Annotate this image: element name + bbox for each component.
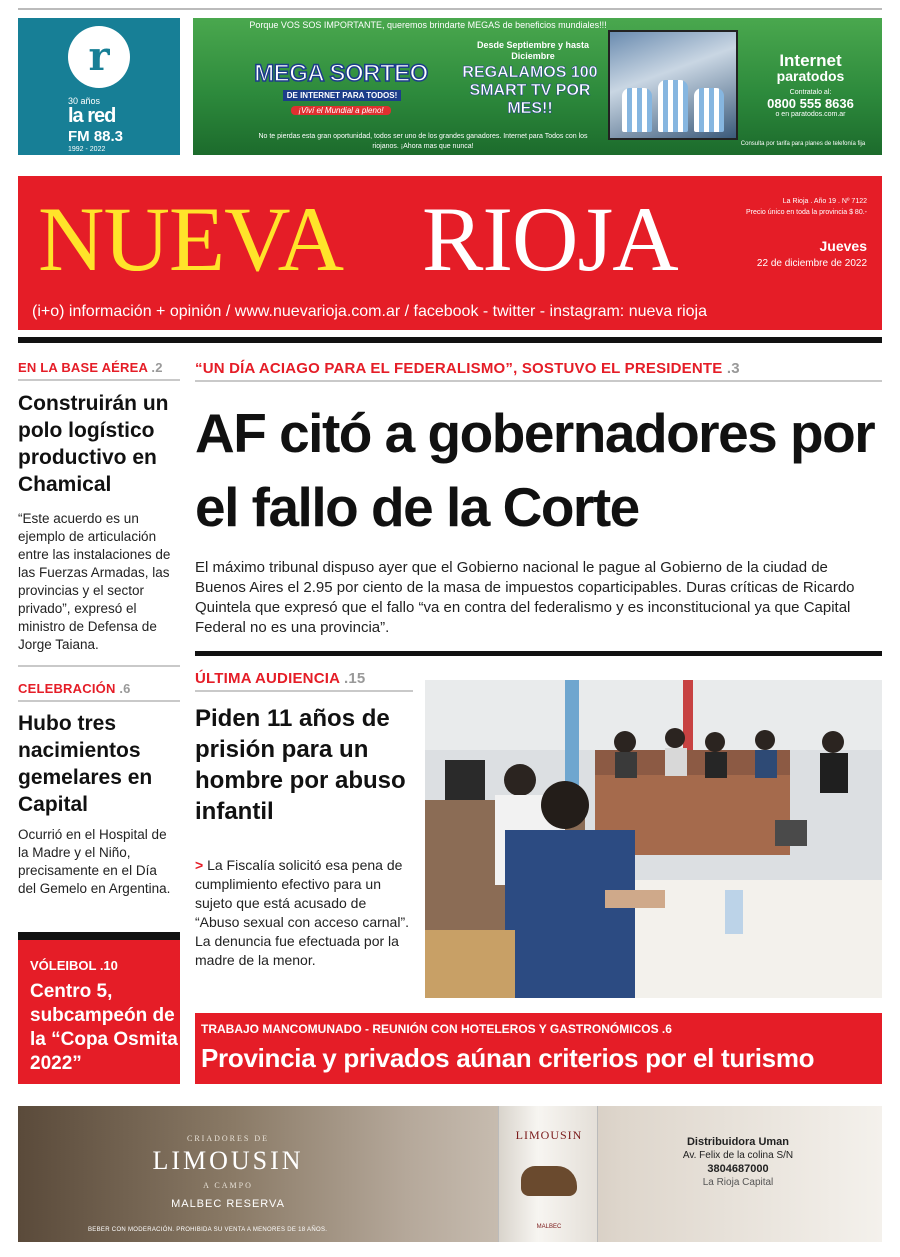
distributor-phone: 3804687000 — [707, 1163, 769, 1175]
lead-kicker — [195, 360, 740, 377]
radio-la-red-ad[interactable] — [18, 18, 180, 155]
mega-sorteo-logo — [241, 56, 441, 126]
radio-years: 1992 - 2022 — [68, 146, 106, 153]
distributor-info — [648, 1136, 828, 1188]
audiencia-body-text: La Fiscalía solicitó esa pena de cumplimiento efectivo para un sujeto que está acusado de “Abuso sexual con acceso carnal”. La denuncia fue efectuada por la madre de la menor. — [195, 857, 409, 968]
brand-web: o en paratodos.com.ar — [775, 111, 846, 118]
arrow-marker: > — [195, 857, 204, 873]
turismo-headline: Provincia y privados aúnan criterios por el turismo — [201, 1043, 815, 1073]
courtroom-photo[interactable] — [425, 680, 882, 998]
wine-bottle-image — [498, 1106, 598, 1242]
brand-phone: 0800 555 8636 — [767, 96, 854, 111]
kicker-rule — [18, 700, 180, 702]
limousin-wine-ad[interactable] — [18, 1106, 882, 1242]
kicker-text: ÚLTIMA AUDIENCIA — [195, 670, 340, 687]
radio-logo-icon: r — [68, 26, 130, 88]
gemelos-body: Ocurrió en el Hospital de la Madre y el Niño, precisamente en el Día del Gemelo en Argentina. — [18, 827, 171, 896]
radio-frequency: FM 88.3 — [68, 128, 124, 145]
ad-dates: Desde Septiembre y hasta Diciembre — [476, 40, 590, 61]
ad-bottom-text: No te pierdas esta gran oportunidad, todos ser uno de los grandes ganadores. Internet para Todos con los riojanos. ¡Ahora mas que nunca! — [258, 133, 588, 150]
ad-brand-name: LIMOUSIN — [152, 1146, 304, 1175]
masthead-title-rioja[interactable]: RIOJA — [422, 188, 678, 290]
ad-disclaimer: BEBER CON MODERACIÓN. PROHIBIDA SU VENTA A MENORES DE 18 AÑOS. — [88, 1227, 328, 1233]
section-rule — [195, 651, 882, 656]
voleibol-headline: Centro 5, subcampeón de la “Copa Osmita 2022” — [30, 981, 178, 1074]
ad-brand-prefix: CRIADORES DE — [186, 1134, 269, 1143]
voleibol-box[interactable] — [18, 932, 180, 1084]
audiencia-kicker — [195, 670, 365, 687]
kicker-rule — [195, 380, 882, 382]
lead-body: El máximo tribunal dispuso ayer que el Gobierno nacional le pague al Gobierno de la ciudad de Buenos Aires el 2.95 por ciento de la masa de impuestos coparticipables. Duras críticas de Ricardo Quintela que expresó que el fallo “va en contra del federalismo y es inconstitucional ya que Capital Federal no es una provincia”. — [195, 559, 855, 636]
radio-name: la red — [68, 105, 116, 127]
internet-para-todos-brand — [748, 52, 873, 118]
mega-sorteo-ad[interactable] — [193, 18, 882, 155]
issue-price: Precio único en toda la provincia $ 80.- — [745, 209, 867, 216]
turismo-banner[interactable] — [195, 1013, 882, 1084]
kicker-text: EN LA BASE AÉREA — [18, 360, 148, 375]
ad-promo: REGALAMOS 100 SMART TV POR MES!! — [462, 64, 598, 117]
brand-name: Internet — [779, 51, 842, 70]
page-ref: .2 — [151, 360, 163, 375]
audiencia-headline[interactable]: Piden 11 años de prisión para un hombre por abuso infantil — [195, 705, 406, 825]
bottle-label: MALBEC — [536, 1224, 562, 1230]
masthead — [18, 176, 882, 330]
ad-wine-type: MALBEC RESERVA — [171, 1198, 285, 1210]
jersey-shape — [694, 88, 724, 132]
jersey-shape — [622, 88, 652, 132]
audiencia-body — [195, 856, 413, 970]
radio-anniversary: 30 años — [68, 96, 101, 106]
football-players-photo — [608, 30, 738, 140]
distributor-address: Av. Felix de la colina S/N — [682, 1150, 794, 1161]
distributor-name: Distribuidora Uman — [686, 1136, 790, 1148]
masthead-tagline: (i+o) información + opinión / www.nuevarioja.com.ar / facebook - twitter - instagram: nueva rioja — [32, 303, 707, 320]
top-rule — [18, 8, 882, 10]
kicker-text: “UN DÍA ACIAGO PARA EL FEDERALISMO”, SOSTUVO EL PRESIDENTE — [195, 360, 723, 377]
turismo-kicker: TRABAJO MANCOMUNADO - REUNIÓN CON HOTELEROS Y GASTRONÓMICOS .6 — [201, 1022, 672, 1036]
gemelos-kicker — [18, 681, 131, 696]
brand-subname: paratodos — [776, 68, 845, 84]
ad-title: MEGA SORTEO — [254, 60, 428, 87]
kicker-text: CELEBRACIÓN — [18, 681, 116, 696]
issue-date: 22 de diciembre de 2022 — [756, 258, 867, 269]
courtroom-illustration — [425, 680, 882, 998]
brand-contact-label: Contratalo al: — [789, 89, 832, 96]
ad-tagline: ¡Viví el Mundial a pleno! — [291, 106, 391, 115]
chamical-body: “Este acuerdo es un ejemplo de articulación entre las instalaciones de las Fuerzas Armadas, las provincias y el sector privado”, expresó el ministro de Defensa de Jorge Taiana. — [18, 511, 171, 652]
chamical-headline[interactable]: Construirán un polo logístico productivo en Chamical — [18, 392, 169, 496]
chamical-kicker — [18, 360, 163, 375]
masthead-rule — [18, 337, 882, 343]
issue-day: Jueves — [819, 238, 867, 254]
ad-top-text: Porque VOS SOS IMPORTANTE, queremos brindarte MEGAS de beneficios mundiales!!! — [249, 20, 607, 30]
ad-subtitle: DE INTERNET PARA TODOS! — [283, 90, 401, 101]
ad-footnote: Consulta por tarifa para planes de telefonía fija — [740, 141, 866, 147]
issue-number: La Rioja . Año 19 . Nº 7122 — [782, 198, 867, 205]
kicker-rule — [195, 690, 413, 692]
kicker-rule — [18, 379, 180, 381]
ad-brand-suffix: A CAMPO — [203, 1181, 253, 1190]
bottle-brand: LIMOUSIN — [515, 1128, 583, 1142]
masthead-title-nueva[interactable]: NUEVA — [38, 188, 344, 290]
gemelos-headline[interactable]: Hubo tres nacimientos gemelares en Capital — [18, 712, 153, 816]
page-ref: .15 — [343, 670, 366, 687]
distributor-city: La Rioja Capital — [702, 1177, 774, 1188]
jersey-shape — [658, 80, 688, 132]
lead-headline[interactable]: AF citó a gobernadores por el fallo de la Corte — [195, 402, 875, 538]
bull-icon — [521, 1166, 577, 1196]
column-divider — [18, 665, 180, 667]
voleibol-kicker: VÓLEIBOL .10 — [30, 958, 118, 973]
page-ref: .3 — [726, 360, 740, 377]
page-ref: .6 — [119, 681, 131, 696]
